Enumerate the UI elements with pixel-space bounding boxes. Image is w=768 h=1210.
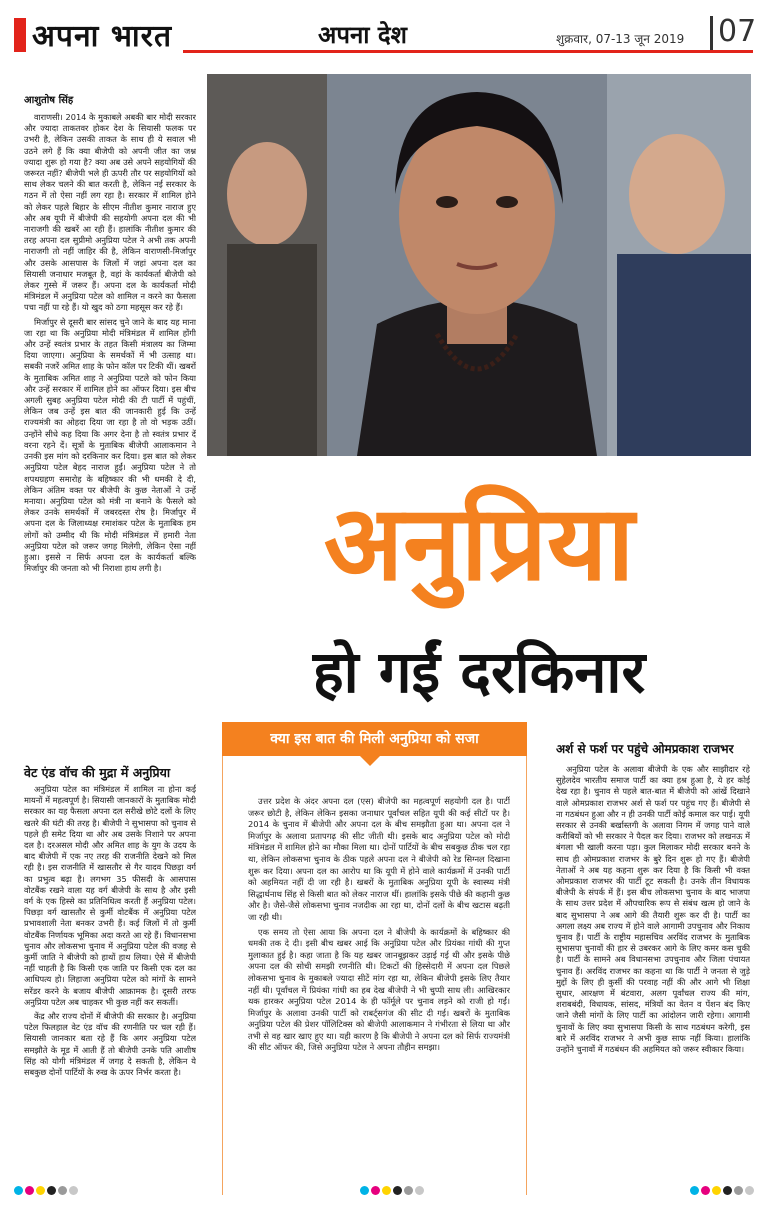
registration-dot — [58, 1186, 67, 1195]
registration-dot — [723, 1186, 732, 1195]
page-number: 07 — [718, 14, 757, 49]
masthead-accent-bar — [14, 18, 26, 52]
paragraph: मिर्जापुर से दूसरी बार सांसद चुने जाने के बाद यह माना जा रहा था कि अनुप्रिया मोदी मंत्रिमंडल में शामिल होंगी और उन्हें स्वतंत्र प्रभार के तहत किसी मंत्रालय का जिम्मा दिया जाएगा। अनुप्रिया के समर्थकों में भी उत्साह था। सबकी नजरें अमित शाह के फोन कॉल पर टिकी थीं। खबरों के मुताबिक अमित शाह ने अनुप्रिया पटले को फोन किया और उन्हें सरकार में शामिल होने का ऑफर दिया। इस बीच अगली सुबह अनुप्रिया पटेल मोदी की टी पार्टी में पहुंचीं, लेकिन जब उन्हें इस बात की जानकारी हुई कि उन्हें राज्यमंत्री का ओहदा दिया जा रहा है तो वो भड़क उठीं। उन्होंने सीधे कह दिया कि अगर देना है तो स्वतंत्र प्रभार दें वरना रहने दें। सूत्रों के मुताबिक बीजेपी आलाकमान ने उनकी इस मांग को दरकिनार कर दिया। इस बात को लेकर अनुप्रिया पटेल बेहद नाराज हुईं। अनुप्रिया पटेल ने तो शपथग्रहण समारोह के बहिष्कार की भी धमकी दे दी, लेकिन अंतिम वक्त पर बीजेपी के कुछ नेताओं ने उन्हें मनाया। अनुप्रिया पटेल को मंत्री ना बनाने के फैसले को लेकर उनके समर्थकों में जबरदस्त रोष है। मिर्जापुर में अपना दल के जिलाध्यक्ष रमाशंकर पटेल के मुताबिक हम लोगों को उम्मीद थी कि मोदी मंत्रिमंडल में हमारी नेता अनुप्रिया पटेल को जरूर जगह मिलेगी, लेकिन ऐसा नहीं हुआ। इससे न सिर्फ अपना दल के कार्यकर्ता बल्कि मिर्जापुर की जनता को भी निराशा हाथ लगी है। — [24, 316, 196, 574]
dateline: शुक्रवार, 07-13 जून 2019 — [556, 32, 685, 46]
registration-dot — [382, 1186, 391, 1195]
registration-dot — [36, 1186, 45, 1195]
registration-dot — [47, 1186, 56, 1195]
page-number-divider — [710, 16, 713, 50]
paragraph: अनुप्रिया पटेल के अलावा बीजेपी के एक और साझीदार रहे सुहेलदेव भारतीय समाज पार्टी का क्या हश्र हुआ है, ये हर कोई देख रहा है। चुनाव से पहले बात-बात में बीजेपी को आंखें दिखाने वाले ओमप्रकाश राजभर अर्श से फर्श पर पहुंच गए हैं। बीजेपी से ना गठबंधन हुआ और न ही उनकी पार्टी कोई कमाल कर पाई। यूपी सरकार से उनकी बर्खास्तगी के अलावा निगम में जगह पाने वाले करीबियों को भी सरकार ने पैदल कर दिया। राजभर को लखनऊ में बंगला भी खाली करना पड़ा। कुल मिलाकर मोदी सरकार बनने के साथ ही ओमप्रकाश राजभर के बुरे दिन शुरू हो गए हैं। बीजेपी नेताओं ने अब यह कहना शुरू कर दिया है कि किसी भी वक्त ओमप्रकाश राजभर की पार्टी टूट सकती है। उनके तीन विधायक बीजेपी के संपर्क में हैं। इस बीच लोकसभा चुनाव के बाद भाजपा के साथ उत्तर प्रदेश में औपचारिक रूप से संबंध खत्म हो जाने के बाद सुभासपा ने अब आगे की तैयारी शुरू कर दी है। पार्टी का अगला लक्ष्य अब राज्य में होने वाले आगामी उपचुनाव और निकाय चुनाव हैं। पार्टी के राष्ट्रीय महासचिव अरविंद राजभर के मुताबिक सुभासपा चुनावों की हार से उबरकर आगे के लिए कमर कस चुकी है। पार्टी के सामने अब विधानसभा उपचुनाव और जिला पंचायत चुनाव हैं। अरविंद राजभर का कहना था कि पार्टी ने जनता से जुड़े मुद्दों के लिए ही कुर्सी की परवाह नहीं की और आगे भी शिक्षा सुधार, आरक्षण में बंटवारा, अलग पूर्वांचल राज्य की मांग, शराबबंदी, विधायक, सांसद, मंत्रियों का वेतन व पेंशन बंद किए जाने जैसी मांगों के लिए पार्टी का आंदोलन जारी रहेगा। आगामी चुनावों के लिए क्या सुभासपा किसी के साथ गठबंधन करेगी, इस बारे में अरविंद राजभर ने अभी कुछ साफ नहीं किया। हालांकि उन्होंने चुनावों में गठबंधन की अहमियत को जरूर स्वीकार किया। — [556, 764, 750, 1055]
headline-line-2: हो गईं दरकिनार — [312, 638, 646, 706]
registration-dot — [701, 1186, 710, 1195]
registration-dot — [404, 1186, 413, 1195]
registration-dot — [360, 1186, 369, 1195]
sidebar-box-title-pointer — [360, 756, 380, 766]
registration-dot — [734, 1186, 743, 1195]
lead-photo — [207, 74, 751, 456]
registration-marks-center — [360, 1186, 424, 1198]
registration-marks-right — [690, 1186, 754, 1198]
registration-dot — [712, 1186, 721, 1195]
registration-dot — [690, 1186, 699, 1195]
paragraph: केंद्र और राज्य दोनों में बीजेपी की सरकार है। अनुप्रिया पटेल फिलहाल वेट एंड वॉच की रणनीति पर चल रही हैं। सियासी जानकार बता रहे हैं कि अगर अनुप्रिया पटेल समझौते के मूड में आती हैं तो बीजेपी उनके पति आशीष सिंह को योगी मंत्रिमंडल में जगह दे सकती है, लेकिन ये सबकुछ दोनों पार्टियों के रुख के ऊपर निर्भर करता है। — [24, 1011, 196, 1078]
registration-dot — [745, 1186, 754, 1195]
paragraph: उत्तर प्रदेश के अंदर अपना दल (एस) बीजेपी का महत्वपूर्ण सहयोगी दल है। पार्टी जरूर छोटी है, लेकिन लेकिन इसका जनाधार पूर्वांचल सहित यूपी की कई सीटों पर है। 2014 के चुनाव में बीजेपी और अपना दल के बीच समझौता हुआ था। अपना दल ने मिर्जापुर के अलावा प्रतापगढ़ की सीट जीती थी। इसके बाद अनुप्रिया पटेल को मोदी मंत्रिमंडल में शामिल होने का मौका मिला था। दोनों पार्टियों के बीच सबकुछ ठीक चल रहा था, लेकिन लोकसभा चुनाव के ठीक पहले अपना दल ने बीजेपी को रेड सिग्नल दिखाना शुरू कर दिया। अपना दल का आरोप था कि यूपी में होने वाले कार्यक्रमों में उनकी पार्टी को अहमियत नहीं दी जा रही है। खबरों के मुताबिक अनुप्रिया यूपी के स्वास्थ्य मंत्री सिद्धार्थनाथ सिंह से किसी बात को लेकर नाराज थीं। हालांकि इसके पीछे की कहानी कुछ और है। जैसे-जैसे लोकसभा चुनाव नजदीक आ रहा था, दोनों दलों के बीच खटास बढ़ती जा रही थी। — [248, 796, 510, 922]
byline: आशुतोष सिंह — [24, 95, 74, 106]
registration-dot — [371, 1186, 380, 1195]
right-story-body — [556, 764, 750, 1184]
registration-dot — [14, 1186, 23, 1195]
right-story-headline: अर्श से फर्श पर पहुंचे ओमप्रकाश राजभर — [556, 742, 734, 756]
newspaper-brand: अपना भारत — [32, 19, 173, 54]
registration-marks-left — [14, 1186, 78, 1198]
paragraph: एक समय तो ऐसा आया कि अपना दल ने बीजेपी के कार्यक्रमों के बहिष्कार की धमकी तक दे दी। इसी बीच खबर आई कि अनुप्रिया पटेल और प्रियंका गांधी की गुप्त मुलाकात हुई है। कहा जाता है कि यह खबर जानबूझकर उड़ाई गई थी और इसके पीछे अपना दल की सोची समझी रणनीति थी। टिकटों की हिस्सेदारी में अपना दल पिछले लोकसभा चुनाव के मुकाबले ज्यादा सीटें मांग रहा था, लेकिन बीजेपी इसके लिए तैयार नहीं थी। पूर्वांचल में प्रियंका गांधी का हब देख बीजेपी ने भी चुप्पी साध ली। आखिरकार थक हारकर अनुप्रिया पटेल 2014 के ही फॉर्मूले पर चुनाव लड़ने को राजी हो गईं। मिर्जापुर के अलावा उनकी पार्टी को राबर्ट्सगंज की सीट दी गई। खबरों के मुताबिक अनुप्रिया पटेल की प्रेशर पॉलिटिक्स को बीजेपी आलाकमान ने गंभीरता से लिया था और तभी से वह खार खाए हुए था। यही कारण है कि बीजेपी ने अपना दल को सिर्फ राज्यमंत्री की सीट ऑफर की, जिसे अनुप्रिया पटेल ने अपना तौहीन समझा। — [248, 926, 510, 1053]
paragraph: वाराणसी। 2014 के मुकाबले अबकी बार मोदी सरकार और ज्यादा ताकतवर होकर देश के सियासी फलक पर उभरी है, लेकिन उसकी ताकत के साथ ही ये सवाल भी उठने लगे हैं कि क्या बीजेपी को अपनी जीत का जश्न ज्यादा शुरू हो गया है? क्या अब उसे अपने सहयोगियों की जरूरत नहीं? बीजेपी भले ही ऊपरी तौर पर सहयोगियों को साथ लेकर चलने की बात करती है, लेकिन नई सरकार के गठन में तो ऐसा नहीं लग रहा है। सरकार में शामिल होने को लेकर पहले बिहार के सीएम नीतीश कुमार नाराज हुए और अब यूपी में बीजेपी की सहयोगी अपना दल की भी नाराजगी की खबरें आ रही हैं। हालांकि नीतीश कुमार की तरह अपना दल सुप्रीमो अनुप्रिया पटेल ने अभी तक अपनी नाराजगी तो नहीं जाहिर की है, लेकिन वाराणसी-मिर्जापुर और उसके आसपास के जिलों में जहां अपना दल का सियासी जनाधार मजबूत है, वहां के कार्यकर्ता बीजेपी को लेकर गुस्से में जरूर हैं। अपना दल के कार्यकर्ता मोदी मंत्रिमंडल में अनुप्रिया पटेल को शामिल न करने का फैसला पचा नहीं पा रहे हैं। यो खुद को ठगा महसूस कर रहे हैं। — [24, 112, 196, 313]
main-story-column-2 — [24, 784, 196, 1189]
sidebar-box-title: क्या इस बात की मिली अनुप्रिया को सजा — [222, 722, 527, 756]
main-story-column-1 — [24, 112, 196, 734]
registration-dot — [415, 1186, 424, 1195]
section-title: अपना देश — [318, 21, 407, 49]
masthead-rule — [183, 50, 753, 53]
headline-line-1: अनुप्रिया — [323, 482, 635, 604]
subheading: वेट एंड वॉच की मुद्रा में अनुप्रिया — [24, 765, 171, 780]
registration-dot — [393, 1186, 402, 1195]
paragraph: अनुप्रिया पटेल का मंत्रिमंडल में शामिल ना होना कई मायनों में महत्वपूर्ण है। सियासी जानकारों के मुताबिक मोदी सरकार का यह फैसला अपना दल सरीखे छोटे दलों के लिए खतरे की घंटी की तरह है। बीजेपी ने सुभासपा को चुनाव से पहले ही समेट दिया था और अब उसके निशाने पर अपना दल है। दरअसल मोदी और अमित शाह के युग के उदय के बाद बीजेपी में एक नए तरह की राजनीति देखने को मिल रही है। इस राजनीति में खासतौर से गैर यादव पिछड़ा वर्ग का प्रभुत्व बढ़ा है। लगभग 35 फीसदी के आसपास वोटबैंक रखने वाला यह वर्ग बीजेपी के साथ है और इसी वर्ग के एक हिस्से का प्रतिनिधित्व करती हैं अनुप्रिया पटेल। पिछड़ा वर्ग खासतौर से कुर्मी वोटबैंक में अनुप्रिया पटेल प्रभावशाली नेता बनकर उभरी हैं। कई जिलों में तो कुर्मी वोटबैंक निर्णायक भूमिका अदा करते आ रहे हैं। विधानसभा चुनाव और लोकसभा चुनाव में अनुप्रिया पटेल की वजह से कुर्मी जाति ने बीजेपी को हाथों हाथ लिया। ऐसे में बीजेपी नहीं चाहती है कि किसी एक जाति पर किसी एक दल का आधिपत्य हो। लिहाजा अनुप्रिया पटेल को मांगों के सामने सरेंडर करने के बजाय बीजेपी आक्रामक है। दूसरी तरफ अनुप्रिया पटेल अब चाहकर भी कुछ नहीं कर सकतीं। — [24, 784, 196, 1007]
registration-dot — [69, 1186, 78, 1195]
registration-dot — [25, 1186, 34, 1195]
sidebar-box-body — [248, 796, 510, 1196]
